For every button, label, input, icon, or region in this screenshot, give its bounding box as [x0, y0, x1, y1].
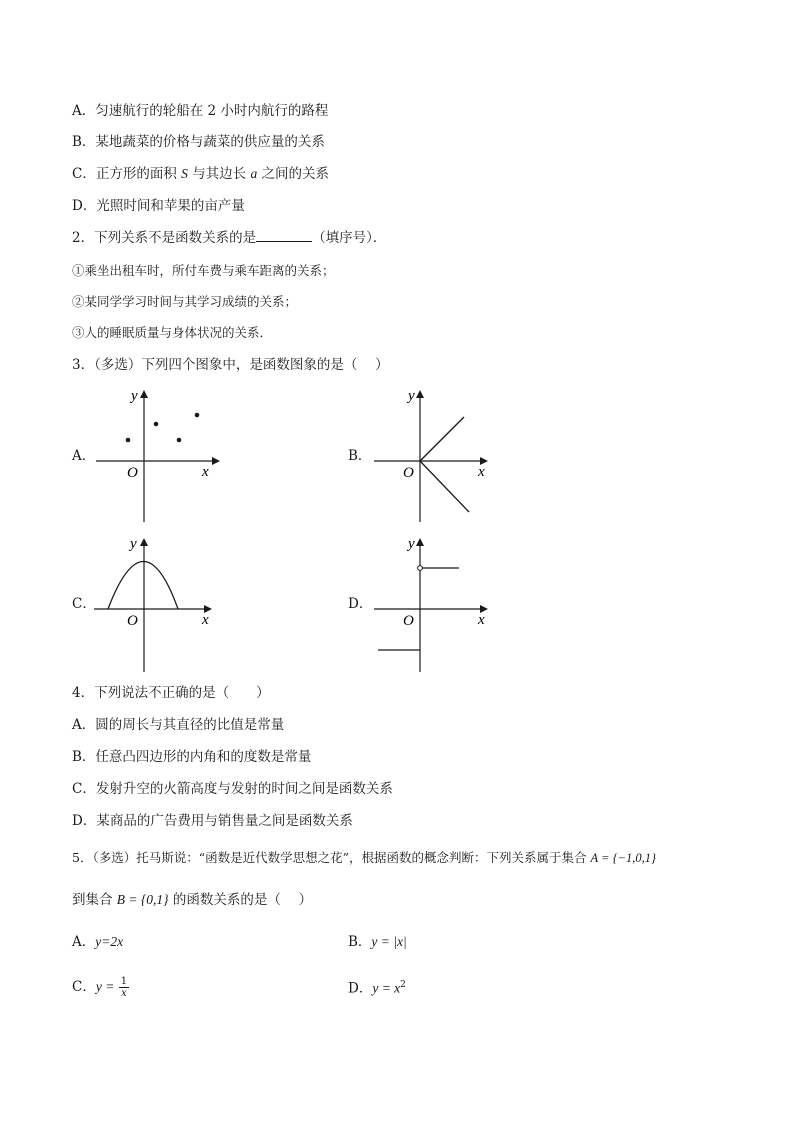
q3-graph-a-label: A．	[72, 448, 96, 464]
q3-graph-c	[90, 532, 230, 674]
y-axis-label: y	[131, 388, 138, 404]
q3-graph-d	[366, 532, 506, 674]
q1-option-c	[72, 165, 329, 183]
origin-label: O	[127, 613, 138, 629]
q4-option-c: C．发射升空的火箭高度与发射的时间之间是函数关系	[72, 781, 393, 797]
q5-option-a-expr: y=2x	[95, 934, 124, 949]
q1-option-b: B．某地蔬菜的价格与蔬菜的供应量的关系	[72, 134, 325, 150]
q1-option-c-s: S	[181, 166, 188, 181]
q5-line2-post: 的函数关系的是（ ）	[168, 892, 313, 908]
y-axis-arrow	[416, 538, 424, 546]
q5-option-c	[72, 976, 130, 999]
x-axis-label: x	[478, 612, 485, 628]
q5-option-b-expr: y = |x|	[371, 934, 407, 949]
q5-set-b: B = {0,1}	[116, 892, 169, 907]
q4-stem: 4．下列说法不正确的是（ ）	[72, 685, 270, 701]
q4-option-a: A．圆的周长与其直径的比值是常量	[72, 717, 285, 733]
data-point	[154, 422, 159, 427]
lower-ray	[420, 461, 469, 512]
q3-graph-b-label: B．	[348, 448, 372, 464]
q4-option-d: D．某商品的广告费用与销售量之间是函数关系	[72, 813, 353, 829]
q5-option-d-exponent: 2	[400, 980, 406, 990]
x-axis-label: x	[478, 464, 485, 480]
y-axis-label: y	[408, 536, 415, 552]
q5-option-a-label: A．	[72, 934, 96, 950]
q5-stem-line1	[72, 849, 656, 867]
q3-stem: 3．（多选）下列四个图象中，是函数图象的是（ ）	[72, 357, 389, 373]
q5-option-d-label: D．	[348, 980, 373, 997]
x-axis-label: x	[202, 464, 209, 480]
q5-option-d-expr: y = x	[372, 980, 401, 996]
x-axis-label: x	[202, 612, 209, 628]
q2-stem-post: （填序号）．	[312, 230, 387, 246]
q1-option-a: A．匀速航行的轮船在 2 小时内航行的路程	[72, 103, 329, 119]
origin-label: O	[403, 613, 414, 629]
q3-graph-a	[90, 384, 230, 526]
q5-option-d	[348, 976, 406, 998]
q3-graph-d-label: D．	[348, 596, 373, 612]
q2-stem-pre: 2．下列关系不是函数关系的是	[72, 230, 257, 246]
q2-item-1: ①乘坐出租车时，所付车费与乘车距离的关系；	[72, 263, 335, 278]
data-point	[126, 438, 131, 443]
q3-graph-c-label: C．	[72, 596, 96, 612]
q5-stem-pre: 5．（多选）托马斯说：“函数是近代数学思想之花”，根据函数的概念判断：下列关系属于集合	[72, 850, 591, 865]
q2-answer-blank[interactable]	[256, 229, 312, 242]
q5-option-b-label: B．	[348, 934, 372, 950]
q1-option-c-mid: 与其边长	[187, 166, 251, 182]
q2-item-2: ②某同学学习时间与其学习成绩的关系；	[72, 294, 298, 309]
fraction-denominator: x	[121, 988, 127, 999]
q5-stem-line2	[72, 891, 312, 909]
y-axis-arrow	[416, 390, 424, 398]
parabola-curve	[108, 562, 178, 610]
q2-item-3: ③人的睡眠质量与身体状况的关系．	[72, 325, 273, 340]
q5-line2-pre: 到集合	[72, 892, 117, 908]
y-axis-label: y	[408, 388, 415, 404]
q1-option-d: D．光照时间和苹果的亩产量	[72, 198, 245, 214]
fraction-numerator: 1	[120, 976, 128, 987]
q5-option-b	[348, 933, 407, 951]
y-axis-label: y	[130, 536, 137, 552]
q5-set-a: A = {−1,0,1}	[590, 851, 656, 865]
upper-ray	[420, 417, 464, 461]
data-point	[177, 438, 182, 443]
q3-graph-b	[366, 384, 506, 526]
y-axis-arrow	[140, 538, 148, 546]
open-endpoint	[418, 566, 423, 571]
q5-option-a	[72, 933, 123, 951]
q5-option-c-fraction	[119, 976, 129, 999]
q5-option-c-lhs: y =	[95, 979, 118, 994]
q2-stem	[72, 229, 386, 247]
q1-option-c-a: a	[250, 166, 258, 181]
origin-label: O	[127, 465, 138, 481]
origin-label: O	[403, 465, 414, 481]
q5-option-c-label: C．	[72, 979, 96, 995]
q4-option-b: B．任意凸四边形的内角和的度数是常量	[72, 749, 312, 765]
data-point	[195, 413, 200, 418]
q1-option-c-pre: C．正方形的面积	[72, 166, 182, 182]
y-axis-arrow	[140, 390, 148, 398]
q1-option-c-post: 之间的关系	[257, 166, 330, 182]
x-axis-arrow	[212, 457, 220, 465]
